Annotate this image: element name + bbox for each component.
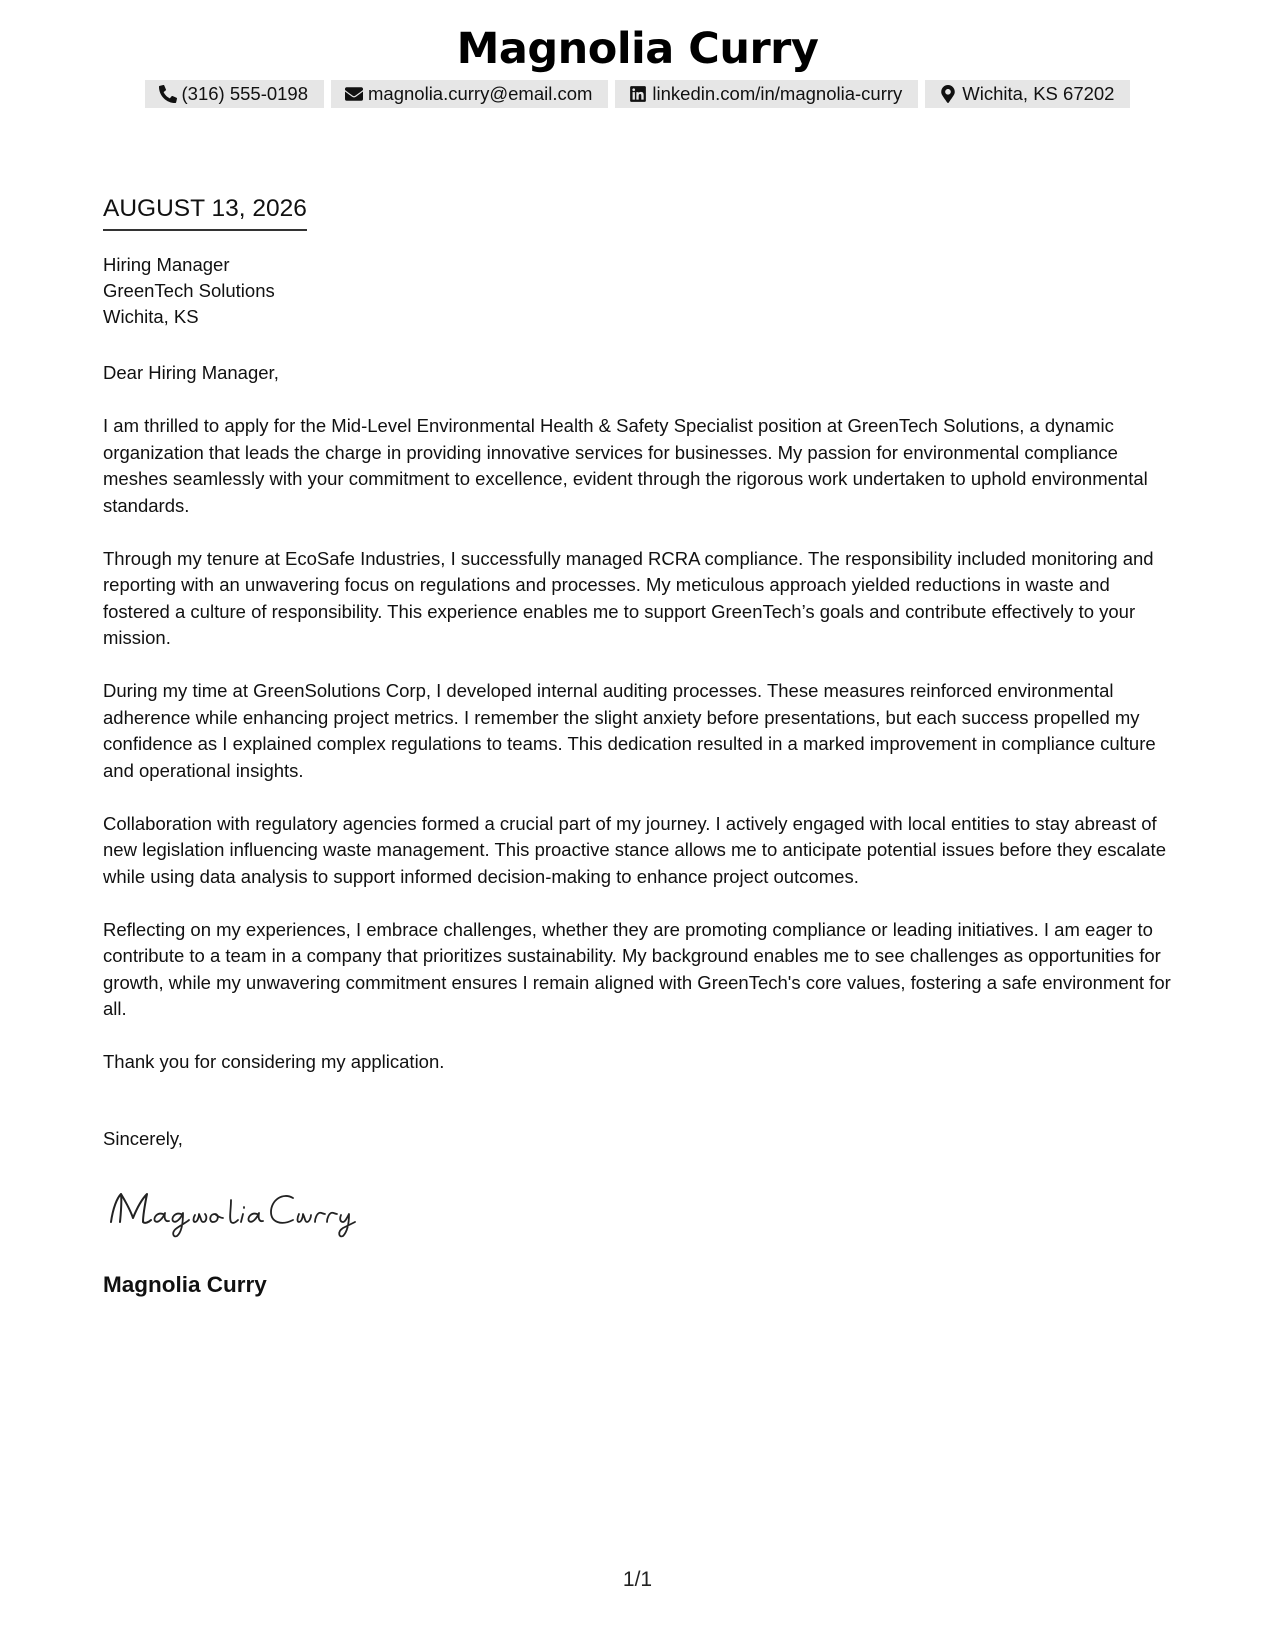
page-number: 1/1 — [622, 1568, 653, 1591]
contact-bar — [0, 80, 1275, 108]
map-pin-icon — [939, 85, 957, 103]
thank-you-paragraph: Thank you for considering my application. — [103, 1051, 445, 1072]
contact-phone[interactable] — [145, 80, 325, 108]
contact-phone-text: (316) 555-0198 — [181, 83, 309, 104]
salutation: Dear Hiring Manager, — [103, 362, 279, 383]
contact-linkedin[interactable] — [615, 80, 918, 108]
contact-email-text: magnolia.curry@email.com — [368, 83, 593, 104]
recipient-block — [103, 252, 275, 330]
letter-body — [103, 360, 1178, 1102]
contact-location — [925, 80, 1130, 108]
body-paragraph: During my time at GreenSolutions Corp, I developed internal auditing processes. These measures reinforced environmental adherence while enhancing project metrics. I remember the slight anxiety before presentations, but each success propelled my confidence as I explained complex regulations to teams. This dedication resulted in a marked improvement in compliance culture and operational insights. — [103, 680, 1156, 781]
phone-icon — [159, 85, 177, 103]
body-paragraph: Collaboration with regulatory agencies formed a crucial part of my journey. I actively engaged with local entities to stay abreast of new legislation influencing waste management. This proactive stance allows me to anticipate potential issues before they escalate while using data analysis to support informed decision-making to enhance project outcomes. — [103, 812, 1166, 887]
linkedin-icon — [629, 85, 647, 103]
closing: Sincerely, — [103, 1128, 183, 1149]
handwritten-signature — [103, 1180, 373, 1240]
body-paragraph: Through my tenure at EcoSafe Industries, I successfully managed RCRA compliance. The responsibility included monitoring and reporting with an unwavering focus on regulations and processes. My meticulous approach yielded reductions in waste and fostered a culture of responsibility. This experience enables me to support GreenTech’s goals and contribute effectively to your mission. — [103, 547, 1154, 648]
recipient-title: Hiring Manager — [103, 254, 230, 275]
envelope-icon — [345, 85, 363, 103]
letter-date: AUGUST 13, 2026 — [103, 193, 307, 231]
contact-location-text: Wichita, KS 67202 — [962, 83, 1115, 104]
contact-linkedin-text: linkedin.com/in/magnolia-curry — [652, 83, 903, 104]
applicant-name-heading: Magnolia Curry — [456, 24, 819, 74]
body-paragraph: Reflecting on my experiences, I embrace challenges, whether they are promoting compliance or leading initiatives. I am eager to contribute to a team in a company that prioritizes sustainability. My background enables me to see challenges as opportunities for growth, while my unwavering commitment ensures I remain aligned with GreenTech's core values, fostering a safe environment for all. — [103, 918, 1171, 1019]
recipient-company: GreenTech Solutions — [103, 280, 275, 301]
body-paragraph: I am thrilled to apply for the Mid-Level Environmental Health & Safety Specialist position at GreenTech Solutions, a dynamic organization that leads the charge in providing innovative services for businesses. My passion for environmental compliance meshes seamlessly with your commitment to excellence, evident through the rigorous work undertaken to uphold environmental standards. — [103, 415, 1148, 516]
signer-name: Magnolia Curry — [103, 1272, 267, 1297]
recipient-city: Wichita, KS — [103, 306, 199, 327]
contact-email[interactable] — [331, 80, 608, 108]
